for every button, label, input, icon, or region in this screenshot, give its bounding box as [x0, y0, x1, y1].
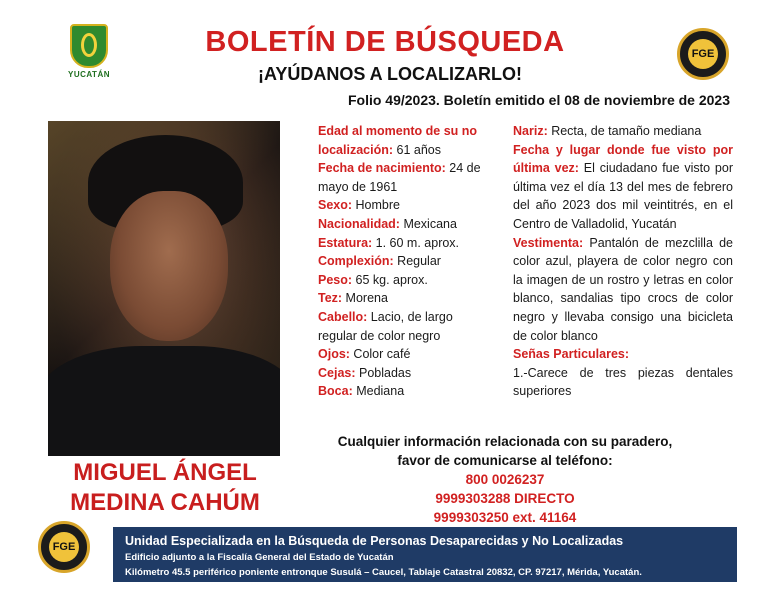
detail-last-seen: Fecha y lugar donde fue visto por última vez: El ciudadano fue visto por última vez el día 13 del mes de febrero del año 2023 dos mil veintitrés, en el Centro de Valladolid, Yucatán	[513, 142, 733, 231]
fge-seal-bottom-text: FGE	[49, 532, 79, 562]
contact-intro: Cualquier información relacionada con su paradero, favor de comunicarse al teléfono:	[337, 434, 673, 468]
detail-sex: Sexo: Hombre	[318, 198, 400, 213]
bulletin-title: BOLETÍN DE BÚSQUEDA	[205, 26, 565, 58]
fge-seal-text: FGE	[688, 39, 718, 69]
missing-person-photo	[48, 121, 280, 456]
details-left-column	[318, 122, 490, 401]
contact-block	[330, 432, 680, 527]
folio-line: Folio 49/2023. Boletín emitido el 08 de noviembre de 2023	[347, 92, 730, 108]
phone-number[interactable]: 800 0026237	[465, 472, 545, 487]
detail-clothing: Vestimenta: Pantalón de mezclilla de color azul, playera de color negro con la imagen de un rostro y letras en color blanco, sandalias tipo crocs de color negro y llevaba consigo una bicicleta de color blanco	[513, 235, 733, 343]
bulletin-subtitle: ¡AYÚDANOS A LOCALIZARLO!	[258, 64, 522, 84]
detail-weight: Peso: 65 kg. aprox.	[318, 272, 428, 287]
detail-height: Estatura: 1. 60 m. aprox.	[318, 235, 460, 250]
detail-nose: Nariz: Recta, de tamaño mediana	[513, 124, 702, 138]
yucatan-logo-text: YUCATÁN	[67, 70, 110, 79]
detail-build: Complexión: Regular	[318, 254, 441, 269]
detail-eyes: Ojos: Color café	[318, 347, 411, 362]
person-name-line2: MEDINA CAHÚM	[70, 489, 260, 516]
detail-hair: Cabello: Lacio, de largo regular de color negro	[318, 309, 453, 343]
fge-seal-bottom-icon	[38, 521, 90, 573]
detail-age: Edad al momento de su no localización: 61 años	[318, 124, 478, 157]
footer-building: Edificio adjunto a la Fiscalía General del Estado de Yucatán	[125, 552, 394, 563]
detail-birthdate: Fecha de nacimiento: 24 de mayo de 1961	[318, 161, 481, 194]
detail-complexion: Tez: Morena	[318, 291, 388, 306]
person-name-line1: MIGUEL ÁNGEL	[73, 459, 257, 486]
detail-nationality: Nacionalidad: Mexicana	[318, 216, 457, 231]
details-right-column	[513, 122, 733, 401]
yucatan-shield-icon	[70, 24, 108, 68]
footer-unit: Unidad Especializada en la Búsqueda de Personas Desaparecidas y No Localizadas	[125, 534, 624, 548]
phone-number[interactable]: 9999303250 ext. 41164	[433, 510, 577, 525]
detail-mouth: Boca: Mediana	[318, 384, 405, 399]
footer-address: Kilómetro 45.5 periférico poniente entronque Susulá – Caucel, Tablaje Catastral 20832, CP. 97217, Mérida, Yucatán.	[125, 567, 642, 578]
yucatan-logo	[66, 24, 112, 82]
detail-eyebrows: Cejas: Pobladas	[318, 365, 412, 380]
footer-banner	[113, 527, 737, 582]
detail-marks-heading: Señas Particulares:	[513, 347, 630, 362]
fge-seal-icon	[677, 28, 729, 80]
phone-number[interactable]: 9999303288 DIRECTO	[435, 491, 575, 506]
detail-marks-text: 1.-Carece de tres piezas dentales superiores	[513, 365, 733, 399]
person-name	[40, 458, 290, 518]
